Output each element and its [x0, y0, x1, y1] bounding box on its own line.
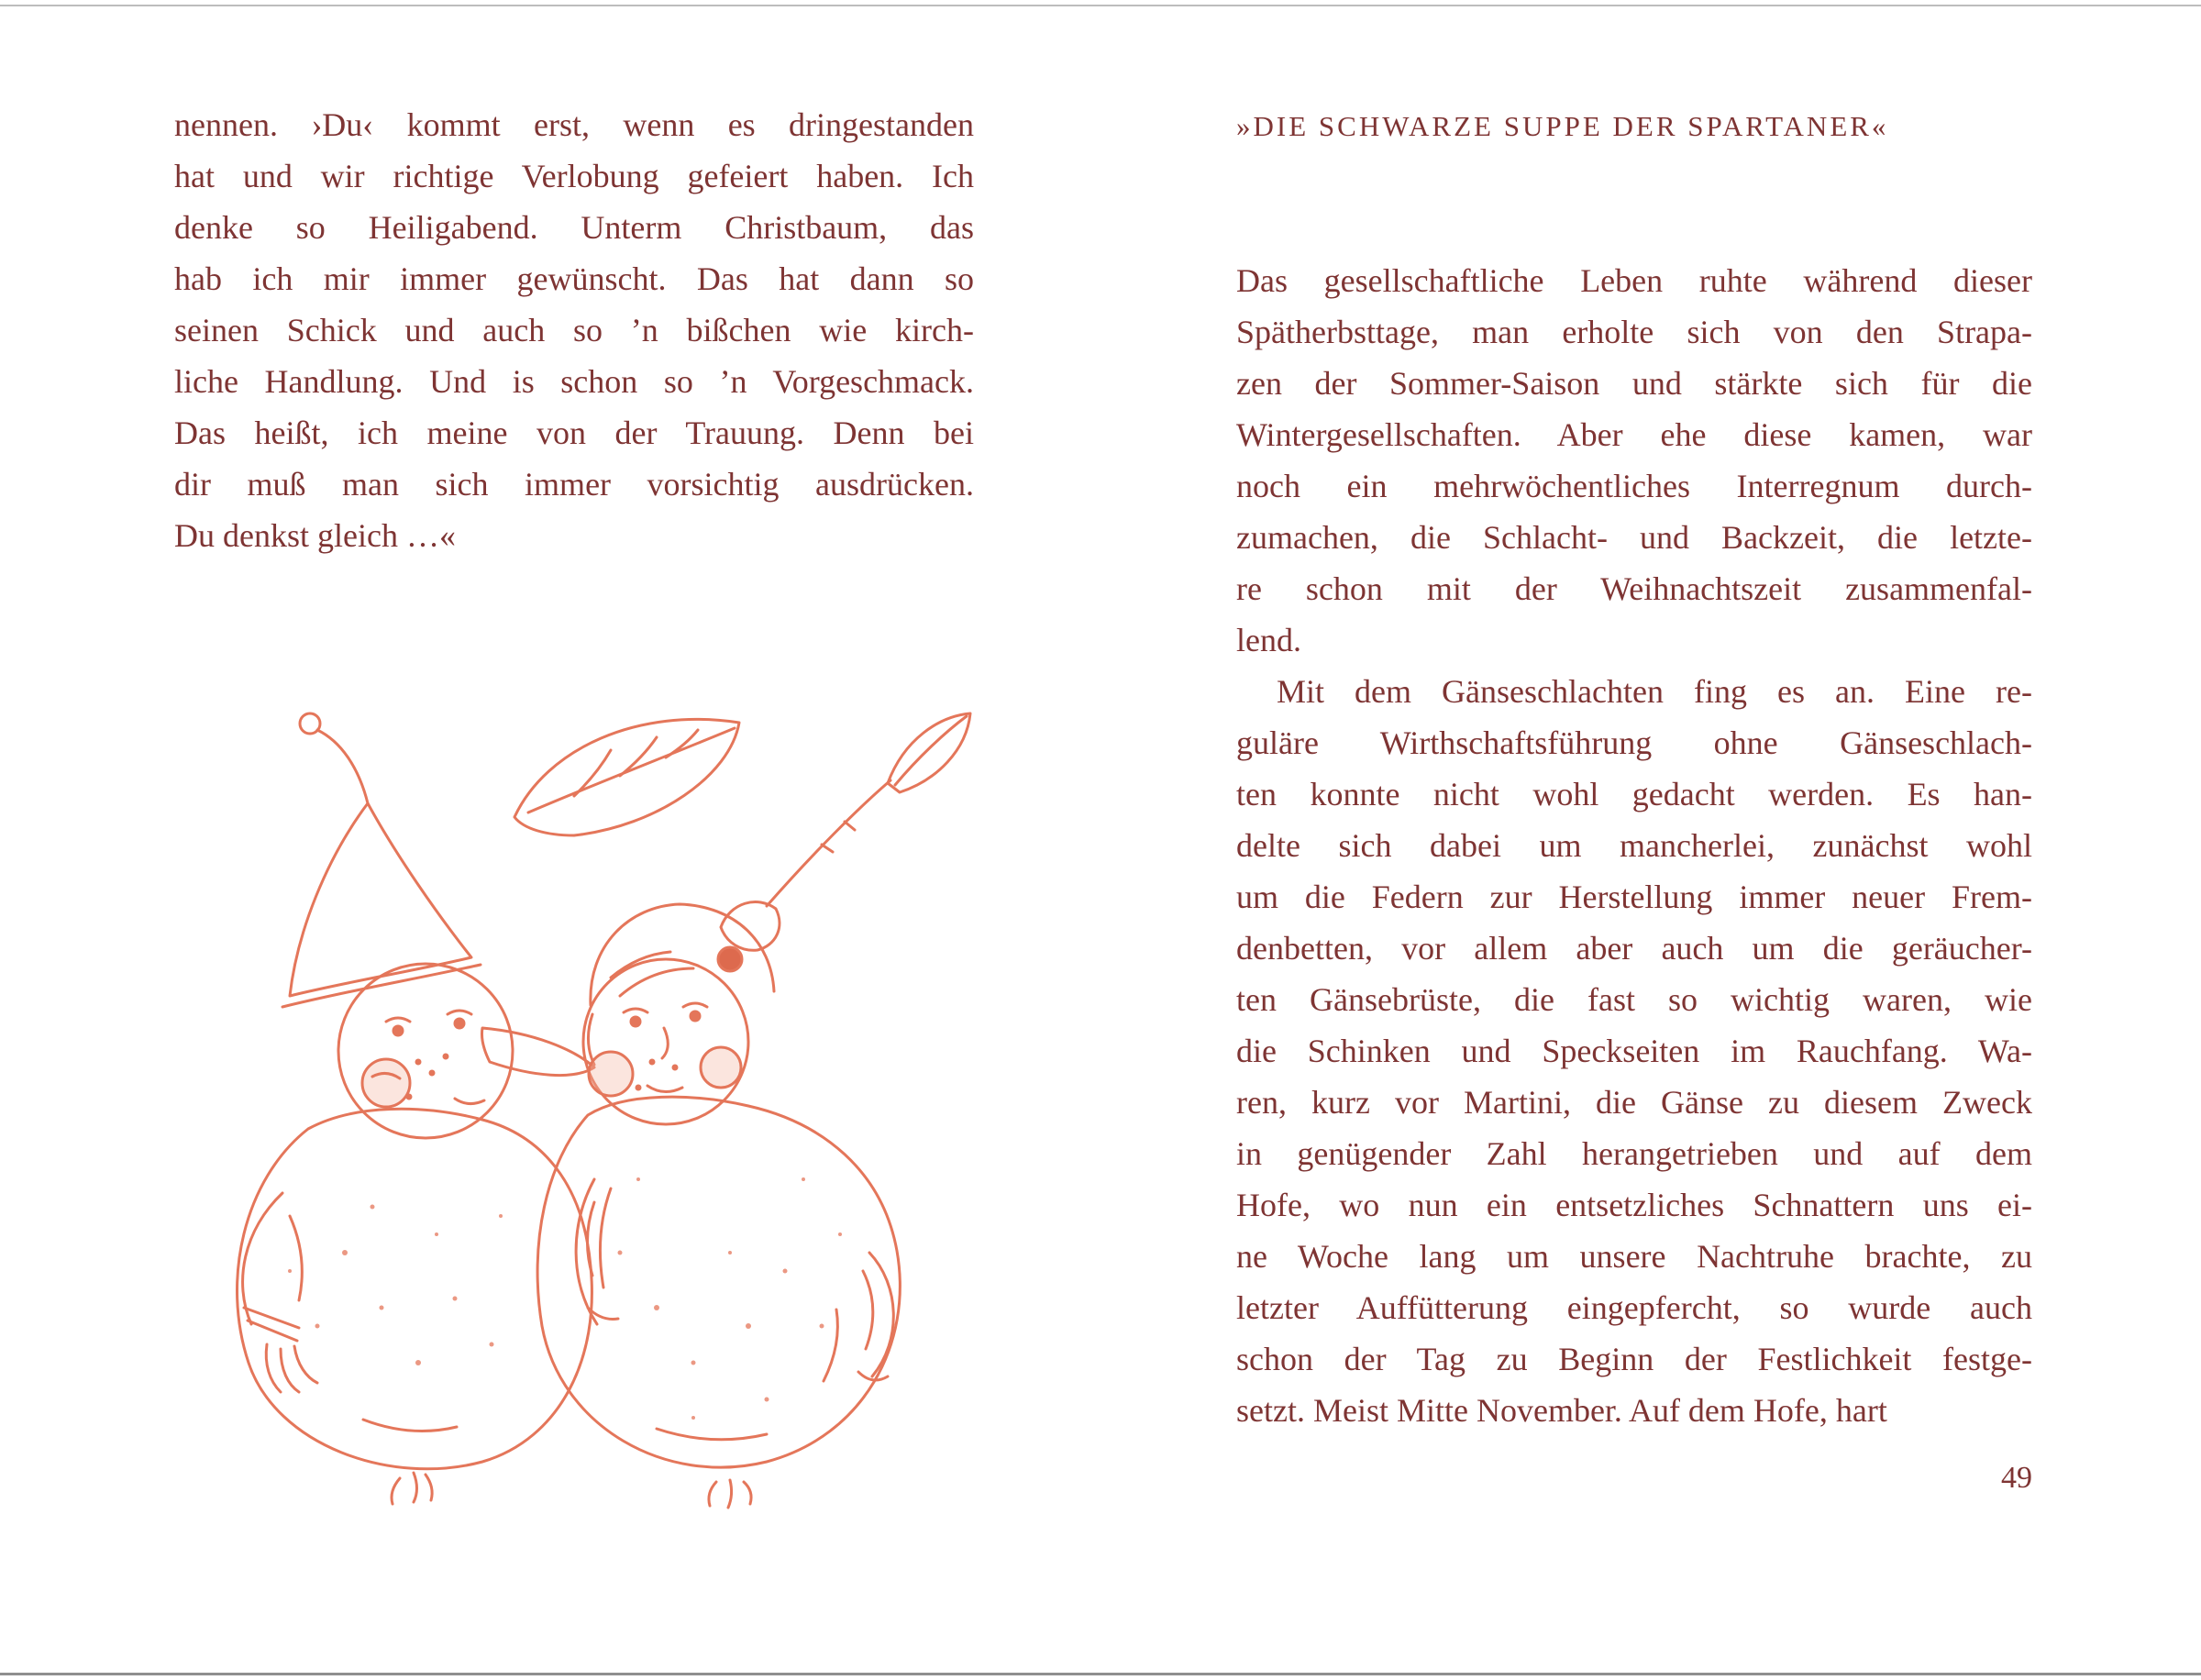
- right-page-text: [1236, 101, 2032, 1436]
- page-number: 49: [2001, 1461, 2032, 1495]
- text-line: um die Federn zur Herstellung immer neuer Frem-: [1236, 879, 2032, 915]
- text-line: Das gesellschaftliche Leben ruhte während dieser: [1236, 262, 2032, 299]
- text-line: ren, kurz vor Martini, die Gänse zu diesem Zweck: [1236, 1084, 2032, 1121]
- text-line: ten konnte nicht wohl gedacht werden. Es han-: [1236, 776, 2032, 812]
- text-line: Das heißt, ich meine von der Trauung. Denn bei: [174, 414, 974, 451]
- text-line: liche Handlung. Und is schon so ’n Vorgeschmack.: [174, 363, 974, 400]
- text-line: guläre Wirthschaftsführung ohne Gänseschlach-: [1236, 724, 2032, 761]
- text-line: lend.: [1236, 622, 1301, 658]
- text-line: seinen Schick und auch so ’n bißchen wie kirch-: [174, 312, 974, 348]
- text-line: noch ein mehrwöchentliches Interregnum durch-: [1236, 468, 2032, 504]
- text-line: Mit dem Gänseschlachten fing es an. Eine re-: [1277, 673, 2032, 710]
- text-line: hab ich mir immer gewünscht. Das hat dann so: [174, 260, 974, 297]
- page-top-edge: [0, 5, 2201, 6]
- illustration-svg: [180, 666, 987, 1509]
- text-line: dir muß man sich immer vorsichtig ausdrücken.: [174, 466, 974, 503]
- text-line: Spätherbsttage, man erholte sich von den Strapa-: [1236, 314, 2032, 350]
- text-line: Wintergesellschaften. Aber ehe diese kamen, war: [1236, 416, 2032, 453]
- text-line: in genügender Zahl herangetrieben und auf dem: [1236, 1135, 2032, 1172]
- text-line: delte sich dabei um mancherlei, zunächst wohl: [1236, 827, 2032, 864]
- text-line: ten Gänsebrüste, die fast so wichtig waren, wie: [1236, 981, 2032, 1018]
- text-line: schon der Tag zu Beginn der Festlichkeit festge-: [1236, 1341, 2032, 1377]
- text-line: Hofe, wo nun ein entsetzliches Schnattern uns ei-: [1236, 1187, 2032, 1223]
- text-line: nennen. ›Du‹ kommt erst, wenn es dringestanden: [174, 106, 974, 143]
- chapter-header: »DIE SCHWARZE SUPPE DER SPARTANER«: [1236, 110, 1889, 142]
- text-line: ne Woche lang um unsere Nachtruhe brachte, zu: [1236, 1238, 2032, 1275]
- text-line: hat und wir richtige Verlobung gefeiert haben. Ich: [174, 158, 974, 194]
- text-line: zen der Sommer-Saison und stärkte sich für die: [1236, 365, 2032, 402]
- two-fruit-children-illustration: [180, 666, 987, 1509]
- text-line: denke so Heiligabend. Unterm Christbaum, das: [174, 209, 974, 246]
- right-page-body: [1236, 255, 2032, 1436]
- text-line: re schon mit der Weihnachtszeit zusammenfal-: [1236, 570, 2032, 607]
- text-line: denbetten, vor allem aber auch um die geräucher-: [1236, 930, 2032, 967]
- page-bottom-edge: [0, 1673, 2201, 1675]
- text-line: Du denkst gleich …«: [174, 517, 456, 554]
- text-line: setzt. Meist Mitte November. Auf dem Hofe, hart: [1236, 1392, 1887, 1429]
- text-line: zumachen, die Schlacht- und Backzeit, die letzte-: [1236, 519, 2032, 556]
- left-page-text: [174, 99, 974, 561]
- text-line: die Schinken und Speckseiten im Rauchfang. Wa-: [1236, 1033, 2032, 1069]
- text-line: letzter Auffütterung eingepfercht, so wurde auch: [1236, 1289, 2032, 1326]
